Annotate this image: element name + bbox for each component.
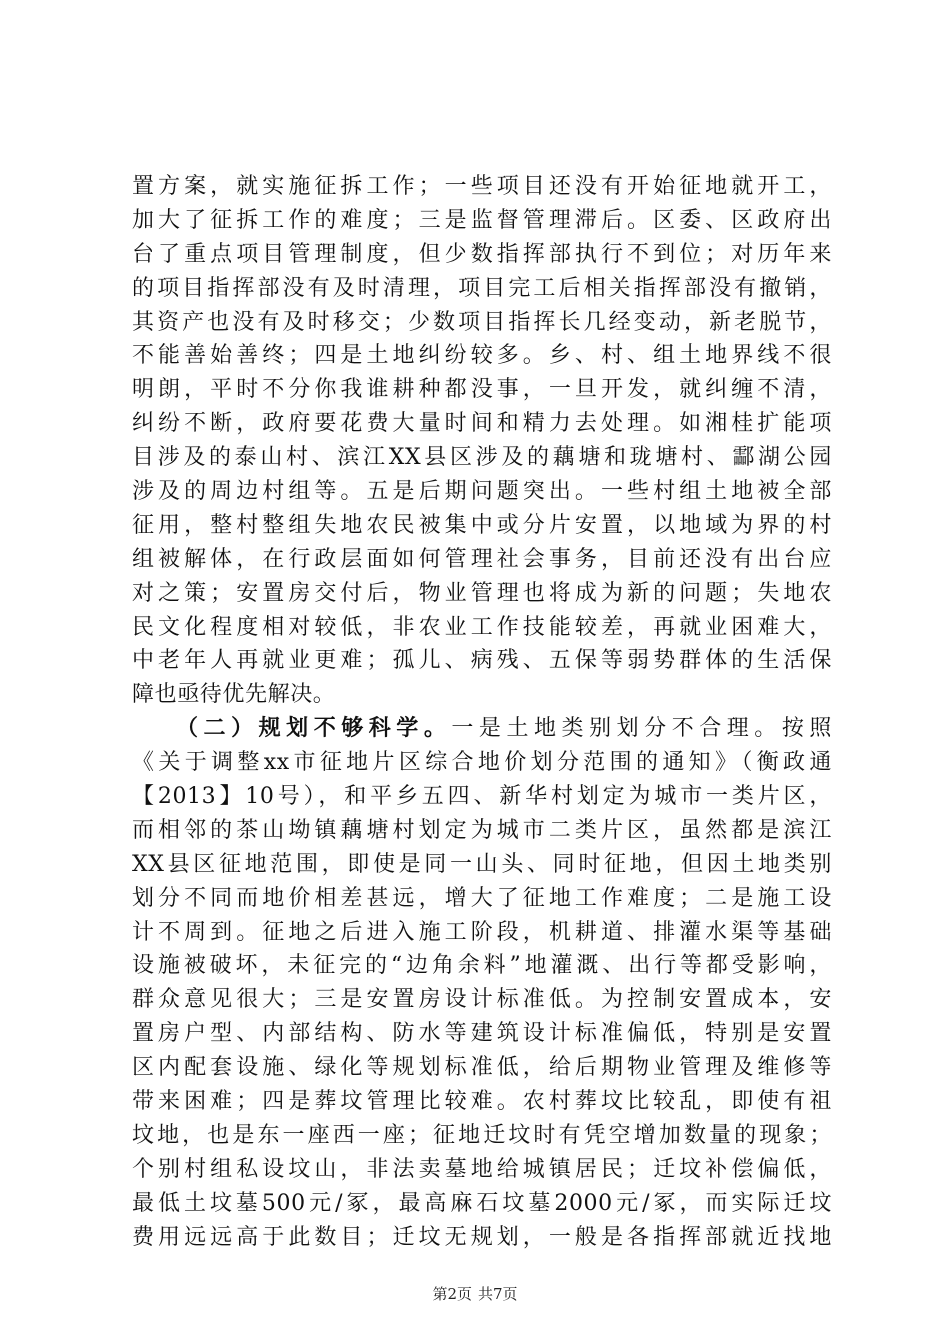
text-line: 费用远远高于此数目；迁坟无规划，一般是各指挥部就近找地 bbox=[132, 1224, 832, 1250]
text-line: 计不周到。征地之后进入施工阶段，机耕道、排灌水渠等基础 bbox=[132, 919, 832, 945]
text-line: 组被解体，在行政层面如何管理社会事务，目前还没有出台应 bbox=[132, 546, 832, 572]
text-line: 《关于调整xx市征地片区综合地价划分范围的通知》（衡政通 bbox=[132, 750, 832, 776]
text-line: 而相邻的茶山坳镇藕塘村划定为城市二类片区，虽然都是滨江 bbox=[132, 817, 832, 843]
text-line: 划分不同而地价相差甚远，增大了征地工作难度；二是施工设 bbox=[132, 885, 832, 911]
document-body bbox=[132, 170, 832, 1255]
text-line: 明朗，平时不分你我谁耕种都没事，一旦开发，就纠缠不清， bbox=[132, 377, 832, 403]
text-line: 置房户型、内部结构、防水等建筑设计标准偏低，特别是安置 bbox=[132, 1021, 832, 1047]
text-line: 置方案，就实施征拆工作；一些项目还没有开始征地就开工， bbox=[132, 174, 832, 199]
text-line: 最低土坟墓500元/冢，最高麻石坟墓2000元/冢，而实际迁坟 bbox=[132, 1190, 832, 1216]
text-line: 区内配套设施、绿化等规划标准低，给后期物业管理及维修等 bbox=[132, 1055, 832, 1081]
text-line: 中老年人再就业更难；孤儿、病残、五保等弱势群体的生活保 bbox=[132, 648, 832, 674]
text-line: 障也亟待优先解决。 bbox=[132, 682, 336, 708]
page-footer bbox=[0, 1283, 950, 1304]
text-line: 带来困难；四是葬坟管理比较难。农村葬坟比较乱，即使有祖 bbox=[132, 1089, 832, 1115]
text-line: 设施被破坏，未征完的“边角余料”地灌溉、出行等都受影响， bbox=[132, 953, 832, 979]
text-line: 征用，整村整组失地农民被集中或分片安置，以地域为界的村 bbox=[132, 512, 832, 538]
text-line: 加大了征拆工作的难度；三是监督管理滞后。区委、区政府出 bbox=[132, 207, 832, 233]
text-line: 【2013】10号），和平乡五四、新华村划定为城市一类片区， bbox=[132, 784, 832, 810]
page-total: 共7页 bbox=[478, 1285, 518, 1303]
text-line: XX县区征地范围，即使是同一山头、同时征地，但因土地类别 bbox=[132, 851, 832, 877]
text-line: 不能善始善终；四是土地纠纷较多。乡、村、组土地界线不很 bbox=[132, 343, 832, 369]
section-first-line-text: 一是土地类别划分不合理。按照 bbox=[451, 716, 832, 742]
text-line: 群众意见很大；三是安置房设计标准低。为控制安置成本，安 bbox=[132, 987, 832, 1013]
section-first-line bbox=[132, 712, 832, 746]
text-line: 的项目指挥部没有及时清理，项目完工后相关指挥部没有撤销， bbox=[132, 275, 832, 301]
text-line: 纠纷不断，政府要花费大量时间和精力去处理。如湘桂扩能项 bbox=[132, 411, 832, 437]
text-line: 对之策；安置房交付后，物业管理也将成为新的问题；失地农 bbox=[132, 580, 832, 606]
page-number: 第2页 bbox=[432, 1285, 472, 1303]
text-line: 其资产也没有及时移交；少数项目指挥长几经变动，新老脱节， bbox=[132, 309, 832, 335]
text-line: 坟地，也是东一座西一座；征地迁坟时有凭空增加数量的现象； bbox=[132, 1122, 832, 1148]
text-line: 民文化程度相对较低，非农业工作技能较差，再就业困难大， bbox=[132, 614, 832, 640]
text-line: 涉及的周边村组等。五是后期问题突出。一些村组土地被全部 bbox=[132, 479, 832, 505]
section-heading: （二）规划不够科学。 bbox=[176, 716, 452, 742]
text-line: 目涉及的泰山村、滨江XX县区涉及的藕塘和珑塘村、酃湖公园 bbox=[132, 445, 832, 471]
text-line: 个别村组私设坟山，非法卖墓地给城镇居民；迁坟补偿偏低， bbox=[132, 1156, 832, 1182]
text-line: 台了重点项目管理制度，但少数指挥部执行不到位；对历年来 bbox=[132, 241, 832, 267]
